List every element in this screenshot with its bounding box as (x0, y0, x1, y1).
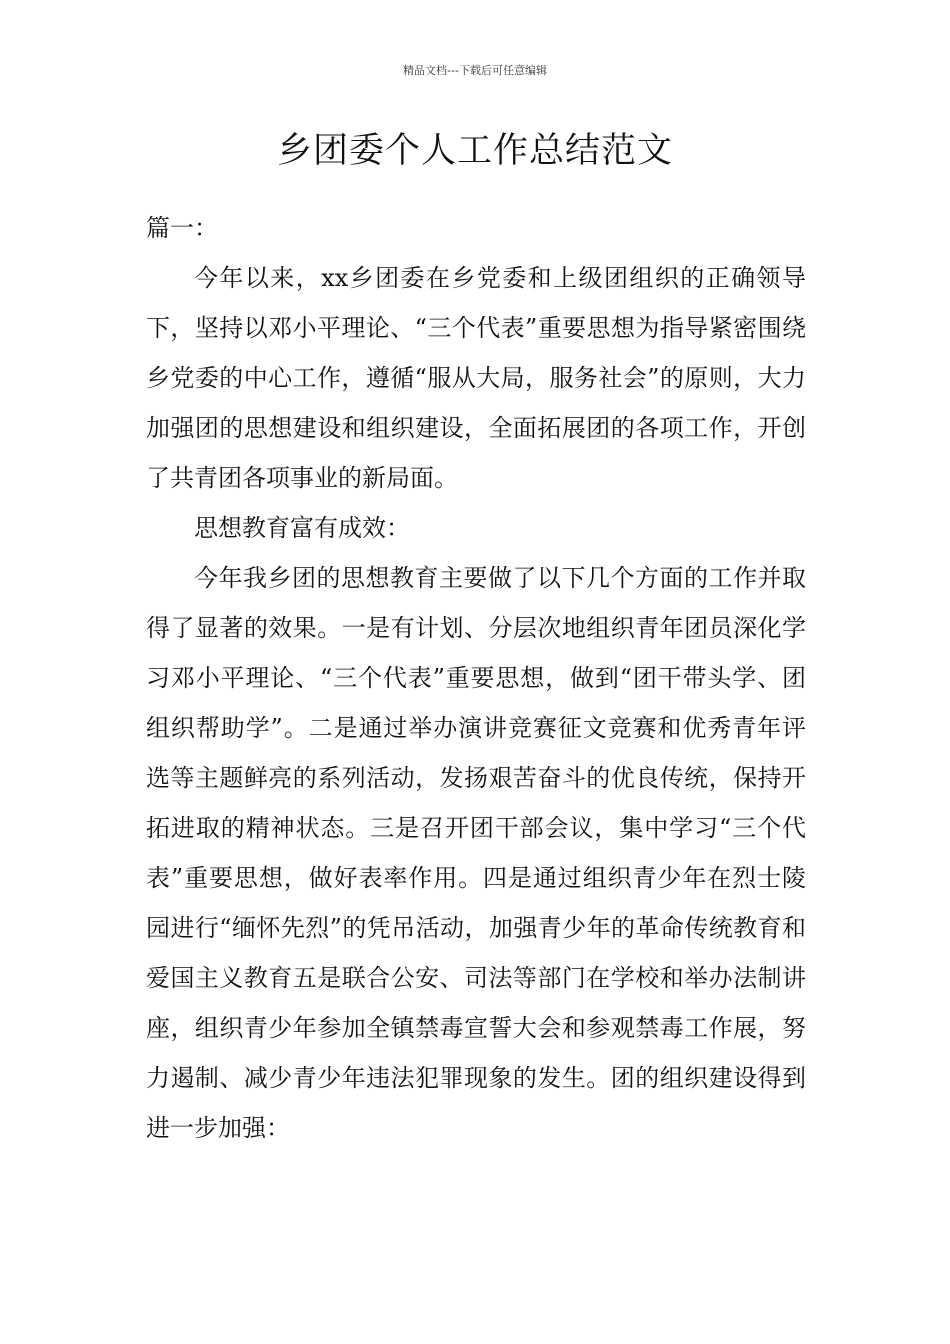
document-body (146, 203, 806, 1153)
page-header: 精品文档---下载后可任意编辑 (403, 64, 547, 77)
paragraph-ideological-education: 今年我乡团的思想教育主要做了以下几个方面的工作并取得了显著的效果。一是有计划、分层次地组织青年团员深化学习邓小平理论、“三个代表”重要思想，做到“团干带头学、团组织帮助学”。二是通过举办演讲竞赛征文竞赛和优秀青年评选等主题鲜亮的系列活动，发扬艰苦奋斗的优良传统，保持开拓进取的精神状态。三是召开团干部会议，集中学习“三个代表”重要思想，做好表率作用。四是通过组织青少年在烈士陵园进行“缅怀先烈”的凭吊活动，加强青少年的革命传统教育和爱国主义教育五是联合公安、司法等部门在学校和举办法制讲座，组织青少年参加全镇禁毒宣誓大会和参观禁毒工作展，努力遏制、减少青少年违法犯罪现象的发生。团的组织建设得到进一步加强： (146, 564, 806, 1142)
paragraph-intro: 今年以来，xx乡团委在乡党委和上级团组织的正确领导下，坚持以邓小平理论、“三个代表”重要思想为指导紧密围绕乡党委的中心工作，遵循“服从大局，服务社会”的原则，大力加强团的思想建设和组织建设，全面拓展团的各项工作，开创了共青团各项事业的新局面。 (146, 264, 806, 492)
subheading-ideological-education: 思想教育富有成效： (194, 514, 410, 542)
section-label: 篇一： (146, 214, 218, 242)
document-title: 乡团委个人工作总结范文 (276, 131, 673, 171)
